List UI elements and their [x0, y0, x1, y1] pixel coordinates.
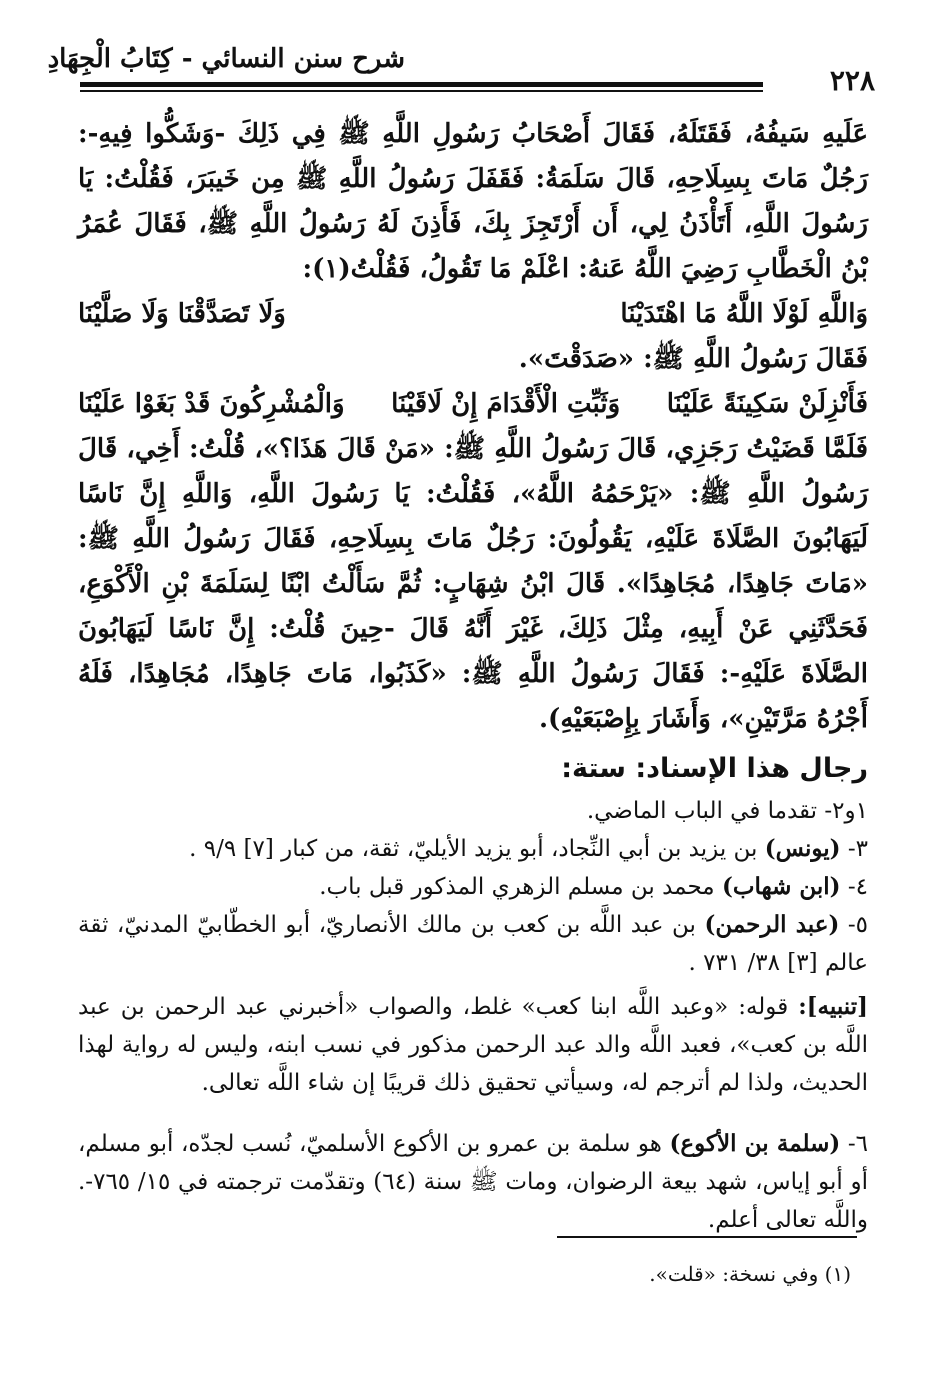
hadith-paragraph: فَلَمَّا قَضَيْتُ رَجَزِي، قَالَ رَسُولُ اللَّهِ ﷺ: «مَنْ قَالَ هَذَا؟»، قُلْتُ: أَخِي، قَالَ رَسُولُ اللَّهِ ﷺ: «يَرْحَمُهُ اللَّهُ»، فَقُلْتُ: يَا رَسُولَ اللَّهِ، وَاللَّهِ إِنَّ نَاسًا لَيَهَابُونَ الصَّلَاةَ عَلَيْهِ، يَقُولُونَ: رَجُلٌ مَاتَ بِسِلَاحِهِ، فَقَالَ رَسُولُ اللَّهِ ﷺ: «مَاتَ جَاهِدًا، مُجَاهِدًا». قَالَ ابْنُ شِهَابٍ: ثُمَّ سَأَلْتُ ابْنًا لِسَلَمَةَ بْنِ الْأَكْوَعِ، فَحَدَّثَنِي عَنْ أَبِيهِ، مِثْلَ ذَلِكَ، غَيْرَ أَنَّهُ قَالَ -حِينَ قُلْتُ: إِنَّ نَاسًا لَيَهَابُونَ الصَّلَاةَ عَلَيْهِ-: فَقَالَ رَسُولُ اللَّهِ ﷺ: «كَذَبُوا، مَاتَ جَاهِدًا، مُجَاهِدًا، فَلَهُ أَجْرُهُ مَرَّتَيْنِ»، وَأَشَارَ بِإِصْبَعَيْهِ).	[78, 434, 868, 734]
verse-hemistich: وَثَبِّتِ الْأَقْدَامَ إِنْ لَاقَيْنَا	[391, 389, 621, 419]
narrator-name: (ابن شهاب)	[721, 873, 841, 900]
narrator-number: ٤-	[847, 874, 868, 900]
narrator-entry	[78, 1125, 868, 1239]
running-header-title: شرح سنن النسائي - كِتَابُ الْجِهَادِ	[47, 44, 405, 74]
verse-hemistich: فَأَنْزِلَنْ سَكِينَةً عَلَيْنَا	[666, 389, 868, 419]
note-text: قوله: «وعبد اللَّه ابنا كعب» غلط، والصواب «أخبرني عبد الرحمن بن عبد اللَّه بن كعب»، فعبد اللَّه والد عبد الرحمن مذكور في نسب ابنه، وليس له رواية لهذا الحديث، ولذا لم أترجم له، وسيأتي تحقيق ذلك قريبًا إن شاء اللَّه تعالى.	[78, 994, 868, 1096]
narrator-number: ١و٢-	[824, 798, 868, 824]
verse-line	[78, 382, 868, 427]
narrator-text: تقدما في الباب الماضي.	[586, 798, 818, 824]
narrator-text: هو سلمة بن عمرو بن الأكوع الأسلميّ، نُسب لجدّه، أبو مسلم، أو أبو إياس، شهد بيعة الرضوان، ومات ﷺ سنة (٦٤) وتقدّمت ترجمته في ١٥/ ٧٦٥-. واللَّه تعالى أعلم.	[78, 1131, 868, 1233]
verse-hemistich: وَالْمُشْرِكُونَ قَدْ بَغَوْا عَلَيْنَا	[78, 389, 345, 419]
narrator-entry	[78, 906, 868, 982]
verse-hemistich: وَاللَّهِ لَوْلَا اللَّهُ مَا اهْتَدَيْنَا	[620, 299, 868, 329]
page-number: ٢٢٨	[829, 64, 875, 97]
section-heading: رجال هذا الإسناد: ستة:	[561, 753, 868, 784]
narrator-entry	[78, 792, 868, 830]
narrator-text: بن عبد اللَّه بن كعب بن مالك الأنصاريّ، أبو الخطّابيّ المدنيّ، ثقة عالم [٣] ٣٨/ ٧٣١ .	[78, 912, 868, 976]
hadith-paragraph: فَقَالَ رَسُولُ اللَّهِ ﷺ: «صَدَقْتَ».	[518, 344, 868, 374]
narrator-name: (سلمة بن الأكوع)	[669, 1130, 841, 1157]
hadith-text	[78, 112, 868, 742]
narrator-name: (عبد الرحمن)	[704, 911, 840, 938]
narrator-name: (يونس)	[764, 835, 841, 862]
narrator-entry	[78, 868, 868, 906]
narrator-text: محمد بن مسلم الزهري المذكور قبل باب.	[319, 874, 715, 900]
verse-hemistich: وَلَا تَصَدَّقْنَا وَلَا صَلَّيْنَا	[78, 299, 286, 329]
header-rule-thick	[80, 82, 763, 87]
header-rule-thin	[80, 90, 763, 92]
page-body	[78, 112, 868, 1262]
footnote-separator	[557, 1236, 857, 1238]
footnote: (١) وفي نسخة: «قلت».	[649, 1262, 851, 1286]
note-label: [تنبيه]:	[798, 993, 868, 1020]
narrator-number: ٣-	[847, 836, 868, 862]
narrator-entry	[78, 830, 868, 868]
narrator-number: ٦-	[847, 1131, 869, 1157]
note-paragraph	[78, 988, 868, 1102]
narrator-number: ٥-	[847, 912, 869, 938]
narrator-text: بن يزيد بن أبي النِّجاد، أبو يزيد الأيليّ، ثقة، من كبار [٧] ٩/٩ .	[189, 836, 758, 862]
verse-line	[78, 292, 868, 337]
hadith-paragraph: عَلَيهِ سَيفُهُ، فَقَتَلَهُ، فَقَالَ أَصْحَابُ رَسُولِ اللَّهِ ﷺ فِي ذَلِكَ -وَشَكُّوا فِيهِ-: رَجُلٌ مَاتَ بِسِلَاحِهِ، قَالَ سَلَمَةُ: فَقَفَلَ رَسُولُ اللَّهِ ﷺ مِن خَيبَرَ، فَقُلْتُ: يَا رَسُولَ اللَّهِ، أَتَأْذَنُ لِي، أَن أَرْتَجِزَ بِكَ، فَأَذِنَ لَهُ رَسُولُ اللَّهِ ﷺ، فَقَالَ عُمَرُ بْنُ الْخَطَّابِ رَضِيَ اللَّهُ عَنهُ: اعْلَمْ مَا تَقُولُ، فَقُلْتُ(١):	[78, 119, 868, 284]
